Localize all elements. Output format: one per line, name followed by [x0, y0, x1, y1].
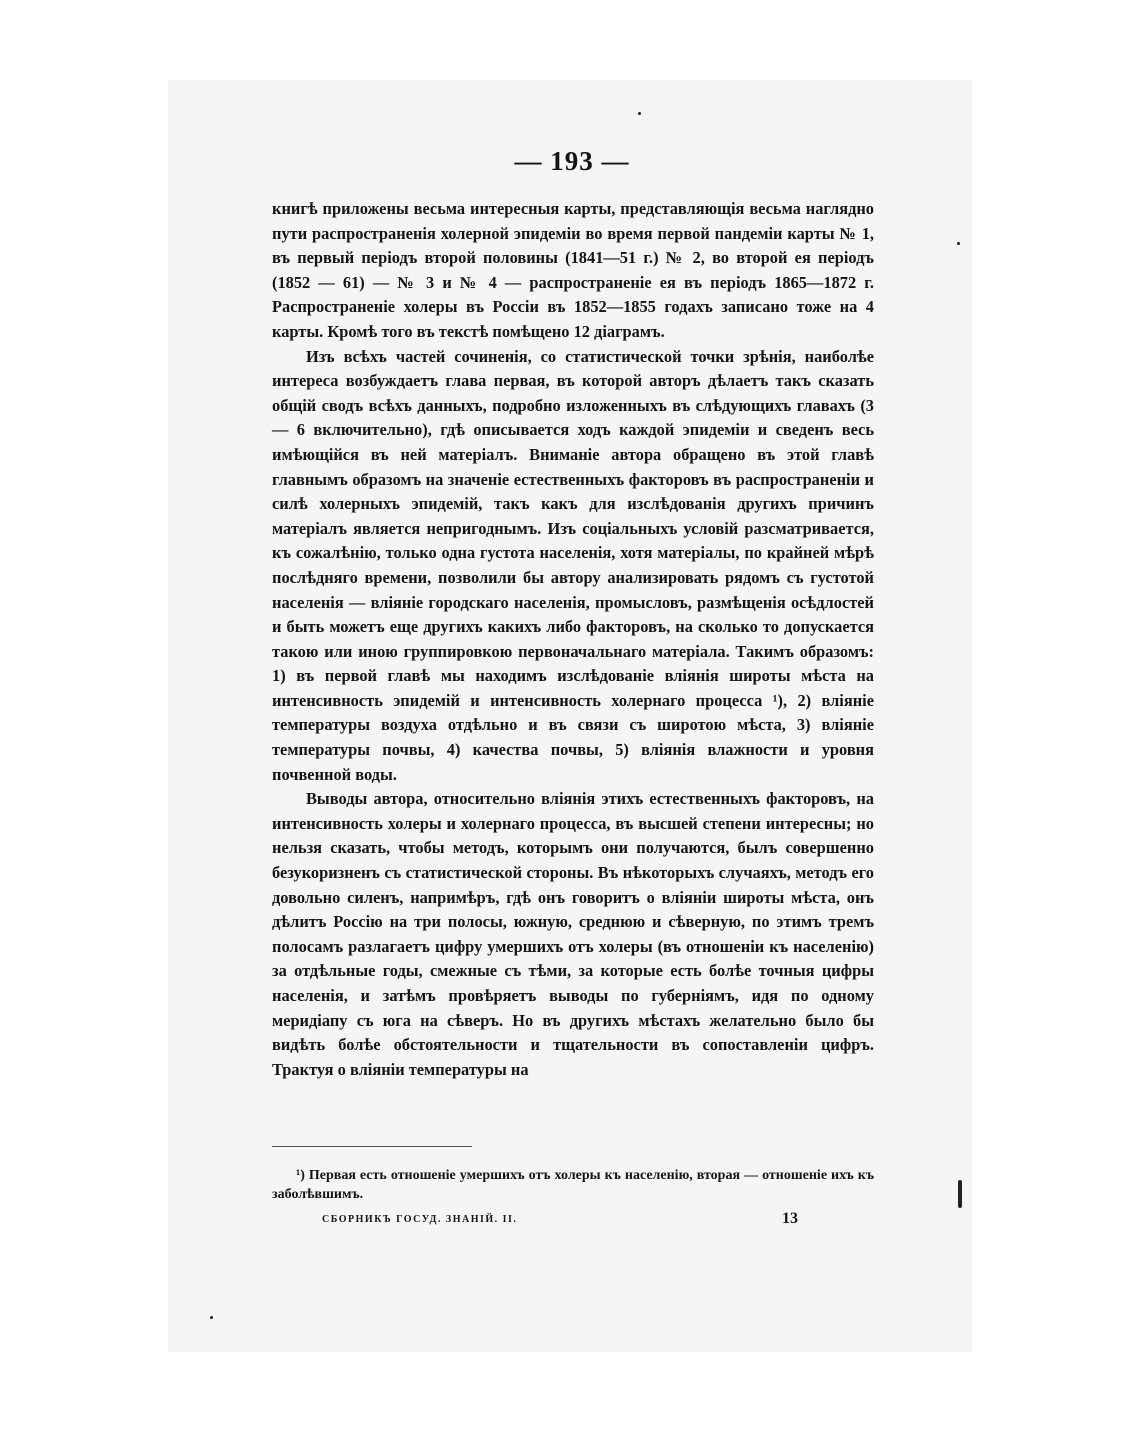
paragraph-3: Выводы автора, относительно вліянія этихъ естественныхъ факторовъ, на интенсивность холеры и холернаго процесса, въ высшей степени интересны; но нельзя сказать, чтобы методъ, которымъ они получаются, былъ совершенно безукоризненъ съ статистической стороны. Въ нѣкоторыхъ случаяхъ, методъ его довольно силенъ, напримѣръ, гдѣ онъ говоритъ о вліяніи широты мѣста, онъ дѣлитъ Россію на три полосы, южную, среднюю и сѣверную, по этимъ тремъ полосамъ разлагаетъ цифру умершихъ отъ холеры (въ отношеніи къ населенію) за отдѣльные годы, смежные съ тѣми, за которые есть болѣе точныя цифры населенія, и затѣмъ провѣряетъ выводы по губерніямъ, идя по одному меридіапу съ юга на сѣверъ. Но въ другихъ мѣстахъ желательно было бы видѣть болѣе обстоятельности и тщательности въ сопоставленіи цифръ. Трактуя о вліяніи температуры на	[272, 789, 874, 1079]
page-number: — 193 —	[514, 146, 630, 176]
signature-mark: СБОРНИКЪ ГОСУД. ЗНАНІЙ. II.	[322, 1214, 518, 1225]
signature-number: 13	[782, 1210, 798, 1227]
paragraph-1: книгѣ приложены весьма интересныя карты, представляющія весьма наглядно пути распространенія холерной эпидеміи во время первой пандеміи карты № 1, въ первый періодъ второй половины (1841—51 г.) № 2, во второй ея періодъ (1852 — 61) — № 3 и № 4 — распространеніе ея въ періодъ 1865—1872 г. Распространеніе холеры въ Россіи въ 1852—1855 годахъ записано тоже на 4 карты. Кромѣ того въ текстѣ помѣщено 12 діаграмъ.	[272, 199, 874, 341]
scan-speck	[210, 1316, 213, 1319]
footnote-divider	[272, 1146, 472, 1147]
footnote: ¹) Первая есть отношеніе умершихъ отъ холеры къ населенію, вторая — отношеніе ихъ къ заболѣвшимъ.	[272, 1168, 874, 1202]
scan-speck	[957, 242, 960, 245]
paragraph-2: Изъ всѣхъ частей сочиненія, со статистической точки зрѣнія, наиболѣе интереса возбуждаетъ глава первая, въ которой авторъ дѣлаетъ такъ сказать общій сводъ всѣхъ данныхъ, подробно изложенныхъ въ слѣдующихъ главахъ (3 — 6 включительно), гдѣ описывается ходъ каждой эпидеміи и сведенъ весь имѣющійся въ ней матеріалъ. Вниманіе автора обращено въ этой главѣ главнымъ образомъ на значеніе естественныхъ факторовъ въ распространеніи и силѣ холерныхъ эпидемій, такъ какъ для изслѣдованія другихъ причинъ матеріалъ является непригоднымъ. Изъ соціальныхъ условій разсматривается, къ сожалѣнію, только одна густота населенія, хотя матеріалы, по крайней мѣрѣ послѣдняго времени, позволили бы автору анализировать рядомъ съ густотой населенія — вліяніе городскаго населенія, промысловъ, размѣщенія осѣдлостей и быть можетъ еще другихъ какихъ либо факторовъ, на сколько то допускается такою или иною группировкою первоначальнаго матеріала. Такимъ образомъ: 1) въ первой главѣ мы находимъ изслѣдованіе вліянія широты мѣста на интенсивность эпидемій и интенсивность холернаго процесса ¹), 2) вліяніе температуры воздуха отдѣльно и въ связи съ широтою мѣста, 3) вліяніе температуры почвы, 4) качества почвы, 5) вліянія влажности и уровня почвенной воды.	[272, 346, 874, 784]
scan-speck	[638, 112, 641, 115]
scan-speck	[958, 1180, 962, 1208]
main-text	[272, 197, 874, 1082]
